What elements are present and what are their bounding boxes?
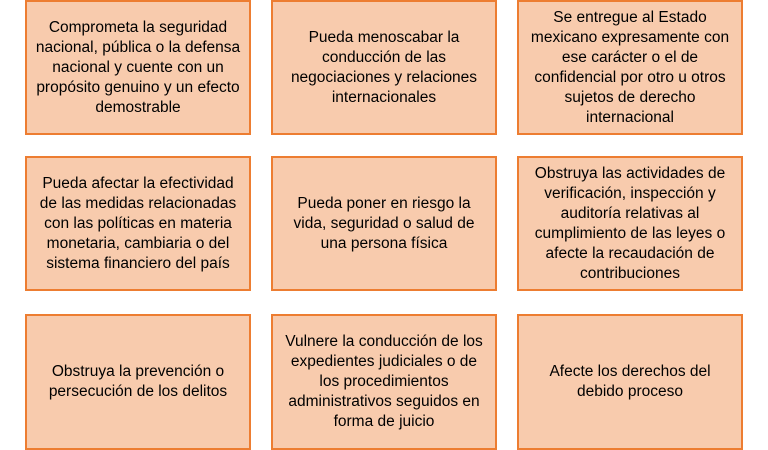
criterion-text: Obstruya la prevención o persecución de los delitos xyxy=(48,363,228,400)
criterion-box-national-security xyxy=(25,0,251,135)
criterion-text: Obstruya las actividades de verificación, inspección y auditoría relativas al cumplimiento de las leyes o afecte la recaudación de contribuciones xyxy=(534,164,726,282)
criterion-text: Pueda afectar la efectividad de las medidas relacionadas con las políticas en materia monetaria, cambiaria o del sistema financiero del país xyxy=(39,174,237,272)
criterion-text: Se entregue al Estado mexicano expresamente con ese carácter o el de confidencial por otro u otros sujetos de derecho internacional xyxy=(530,8,730,126)
criterion-text: Pueda poner en riesgo la vida, seguridad o salud de una persona física xyxy=(293,194,475,252)
criterion-box-monetary-policy xyxy=(25,156,251,291)
criterion-box-judicial-proceedings xyxy=(271,314,497,450)
criterion-text: Afecte los derechos del debido proceso xyxy=(549,363,711,400)
criterion-box-crime-prevention xyxy=(25,314,251,450)
criterion-text: Vulnere la conducción de los expedientes judiciales o de los procedimientos administrativos seguidos en forma de juicio xyxy=(285,333,483,430)
criterion-box-personal-safety xyxy=(271,156,497,291)
criterion-text: Pueda menoscabar la conducción de las negociaciones y relaciones internacionales xyxy=(290,28,478,106)
criterion-box-international-law-subjects xyxy=(517,0,743,135)
criterion-box-verification-audit xyxy=(517,156,743,291)
criterion-text: Comprometa la seguridad nacional, pública o la defensa nacional y cuente con un propósito genuino y un efecto demostrable xyxy=(35,18,241,116)
criterion-box-due-process xyxy=(517,314,743,450)
criterion-box-international-negotiations xyxy=(271,0,497,135)
